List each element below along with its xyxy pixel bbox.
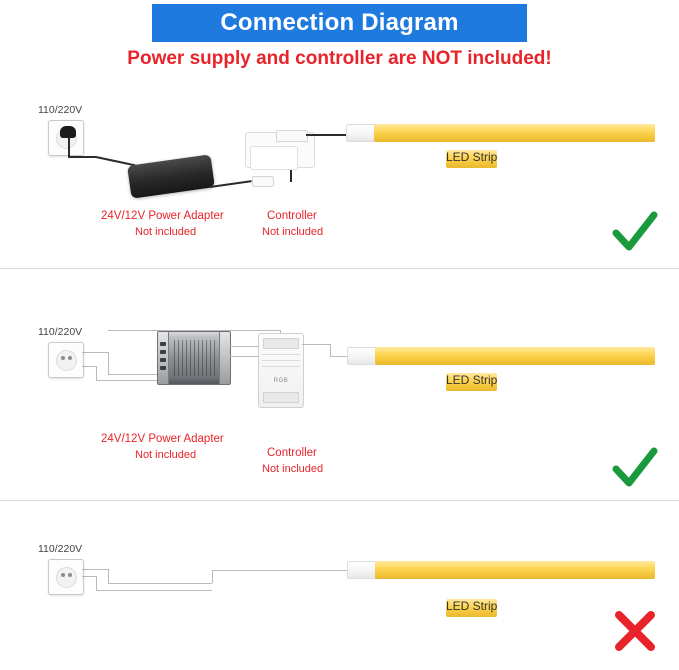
adapter-label-row1: 24V/12V Power Adapter xyxy=(101,210,224,222)
wire-direct-row3-f xyxy=(82,576,96,577)
controller-note-row1: Not included xyxy=(262,226,324,238)
wire-direct-row3-h xyxy=(96,590,212,591)
wire-direct-row3 xyxy=(82,569,108,570)
controller-row1-base xyxy=(250,146,298,170)
wire-controller-in-row1 xyxy=(290,170,292,182)
wall-socket-row2 xyxy=(48,342,84,378)
page-subtitle: Power supply and controller are NOT included! xyxy=(127,48,552,69)
wire-direct-row3-g xyxy=(96,576,97,590)
led-strip-head-row2 xyxy=(347,347,377,365)
wire-controller-to-strip-row1 xyxy=(306,134,348,136)
page-title: Connection Diagram xyxy=(220,9,459,36)
led-strip-head-row1 xyxy=(346,124,376,142)
led-strip-row1 xyxy=(374,124,655,142)
voltage-label-row2: 110/220V xyxy=(38,326,83,338)
wire-direct-row3-c xyxy=(108,583,212,584)
wire-controller-to-strip-row2 xyxy=(302,344,330,345)
connector-dc-row1 xyxy=(252,176,274,187)
wire-socket-to-adapter-row1-c xyxy=(96,156,135,166)
controller-label-row2: Controller xyxy=(267,447,317,459)
section-divider-2 xyxy=(0,500,679,501)
cross-mark-icon-row3 xyxy=(612,608,658,654)
wire-live-row2 xyxy=(82,352,108,353)
controller-label-row1: Controller xyxy=(267,210,317,222)
wire-controller-to-strip-row2-b xyxy=(330,344,331,356)
wire-neutral-row2-b xyxy=(96,366,97,380)
adapter-note-row2: Not included xyxy=(135,449,197,461)
wire-psu-to-controller-row2 xyxy=(229,346,258,347)
wire-direct-row3-b xyxy=(108,569,109,583)
section-divider-1 xyxy=(0,268,679,269)
led-strip-label-row2: LED Strip xyxy=(446,373,497,391)
wire-direct-row3-d xyxy=(212,570,213,583)
wall-socket-row3 xyxy=(48,559,84,595)
check-mark-icon-row1 xyxy=(612,209,658,255)
voltage-label-row3: 110/220V xyxy=(38,543,83,555)
power-supply-row2 xyxy=(157,331,231,385)
led-strip-row3 xyxy=(375,561,655,579)
voltage-label-row1: 110/220V xyxy=(38,104,83,116)
wire-neutral-row2 xyxy=(82,366,96,367)
wire-adapter-to-controller-row1 xyxy=(210,180,252,187)
led-strip-head-row3 xyxy=(347,561,377,579)
adapter-note-row1: Not included xyxy=(135,226,197,238)
title-banner xyxy=(152,4,527,42)
power-plug-row1 xyxy=(60,126,76,138)
led-strip-row2 xyxy=(375,347,655,365)
wire-live-row2-b xyxy=(108,352,109,374)
wire-socket-to-adapter-row1 xyxy=(68,138,70,156)
led-strip-label-row3: LED Strip xyxy=(446,599,497,617)
power-adapter-row1 xyxy=(127,154,215,198)
wire-direct-row3-e xyxy=(212,570,352,571)
wire-socket-to-adapter-row1-b xyxy=(68,156,96,158)
adapter-label-row2: 24V/12V Power Adapter xyxy=(101,433,224,445)
wire-live-row2-c xyxy=(108,374,158,375)
connector-out-row1 xyxy=(276,130,308,142)
controller-note-row2: Not included xyxy=(262,463,324,475)
check-mark-icon-row2 xyxy=(612,445,658,491)
wire-bus-row2 xyxy=(108,330,280,331)
led-strip-label-row1: LED Strip xyxy=(446,150,497,168)
wire-psu-to-controller-row2-b xyxy=(229,356,258,357)
wire-neutral-row2-c xyxy=(96,380,158,381)
controller-row2: RGB xyxy=(258,333,304,408)
